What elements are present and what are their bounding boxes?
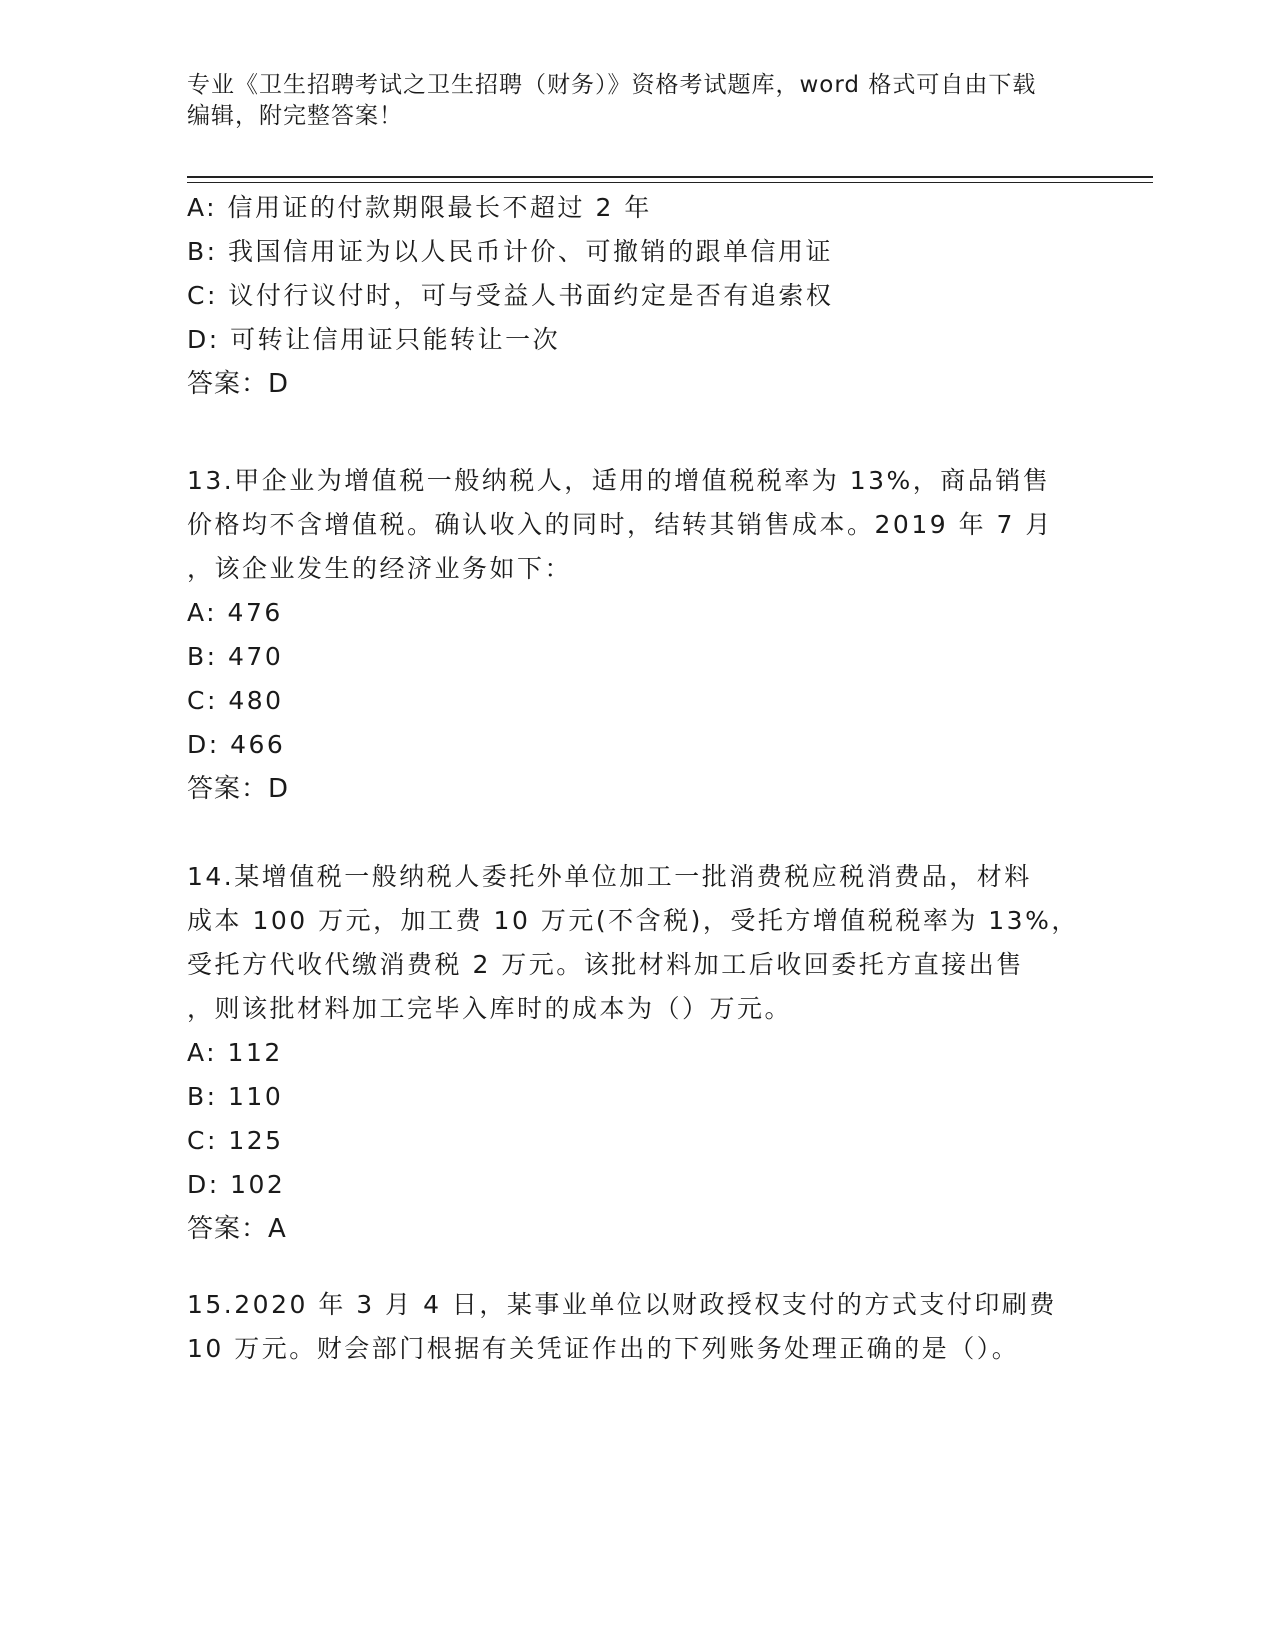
q14-option-d: D: 102 xyxy=(187,1170,286,1199)
q13-option-c: C: 480 xyxy=(187,686,284,715)
header-divider-thin xyxy=(187,182,1153,183)
q14-stem-line-3: 受托方代收代缴消费税 2 万元。该批材料加工后收回委托方直接出售 xyxy=(187,950,1024,979)
q14-stem-line-2: 成本 100 万元，加工费 10 万元(不含税)，受托方增值税税率为 13%， xyxy=(187,906,1079,935)
q13-option-a: A: 476 xyxy=(187,598,283,627)
q14-stem-line-1: 14.某增值税一般纳税人委托外单位加工一批消费税应税消费品，材料 xyxy=(187,862,1032,891)
header-line-1: 专业《卫生招聘考试之卫生招聘（财务）》资格考试题库，word 格式可自由下载 xyxy=(187,72,1037,98)
q13-stem-line-1: 13.甲企业为增值税一般纳税人，适用的增值税税率为 13%，商品销售 xyxy=(187,466,1051,495)
q12-option-b: B: 我国信用证为以人民币计价、可撤销的跟单信用证 xyxy=(187,237,834,266)
header-divider-thick xyxy=(187,176,1153,178)
q15-stem-line-2: 10 万元。财会部门根据有关凭证作出的下列账务处理正确的是（）。 xyxy=(187,1334,1020,1363)
q12-option-d: D: 可转让信用证只能转让一次 xyxy=(187,325,561,354)
q13-option-b: B: 470 xyxy=(187,642,284,671)
q14-option-b: B: 110 xyxy=(187,1082,284,1111)
header-line-2: 编辑，附完整答案！ xyxy=(187,103,403,129)
q14-stem-line-4: ，则该批材料加工完毕入库时的成本为（）万元。 xyxy=(187,994,793,1023)
q14-option-a: A: 112 xyxy=(187,1038,283,1067)
document-header xyxy=(187,70,1067,132)
q13-option-d: D: 466 xyxy=(187,730,286,759)
q12-answer: 答案：D xyxy=(187,369,290,399)
q13-stem-line-2: 价格均不含增值税。确认收入的同时，结转其销售成本。2019 年 7 月 xyxy=(187,510,1053,539)
q12-option-a: A: 信用证的付款期限最长不超过 2 年 xyxy=(187,193,652,222)
q13-answer: 答案：D xyxy=(187,774,290,804)
q15-stem-line-1: 15.2020 年 3 月 4 日，某事业单位以财政授权支付的方式支付印刷费 xyxy=(187,1290,1057,1319)
q12-option-c: C: 议付行议付时，可与受益人书面约定是否有追索权 xyxy=(187,281,834,310)
q13-stem-line-3: ，该企业发生的经济业务如下： xyxy=(187,554,573,583)
q14-answer: 答案：A xyxy=(187,1214,287,1244)
q14-option-c: C: 125 xyxy=(187,1126,284,1155)
